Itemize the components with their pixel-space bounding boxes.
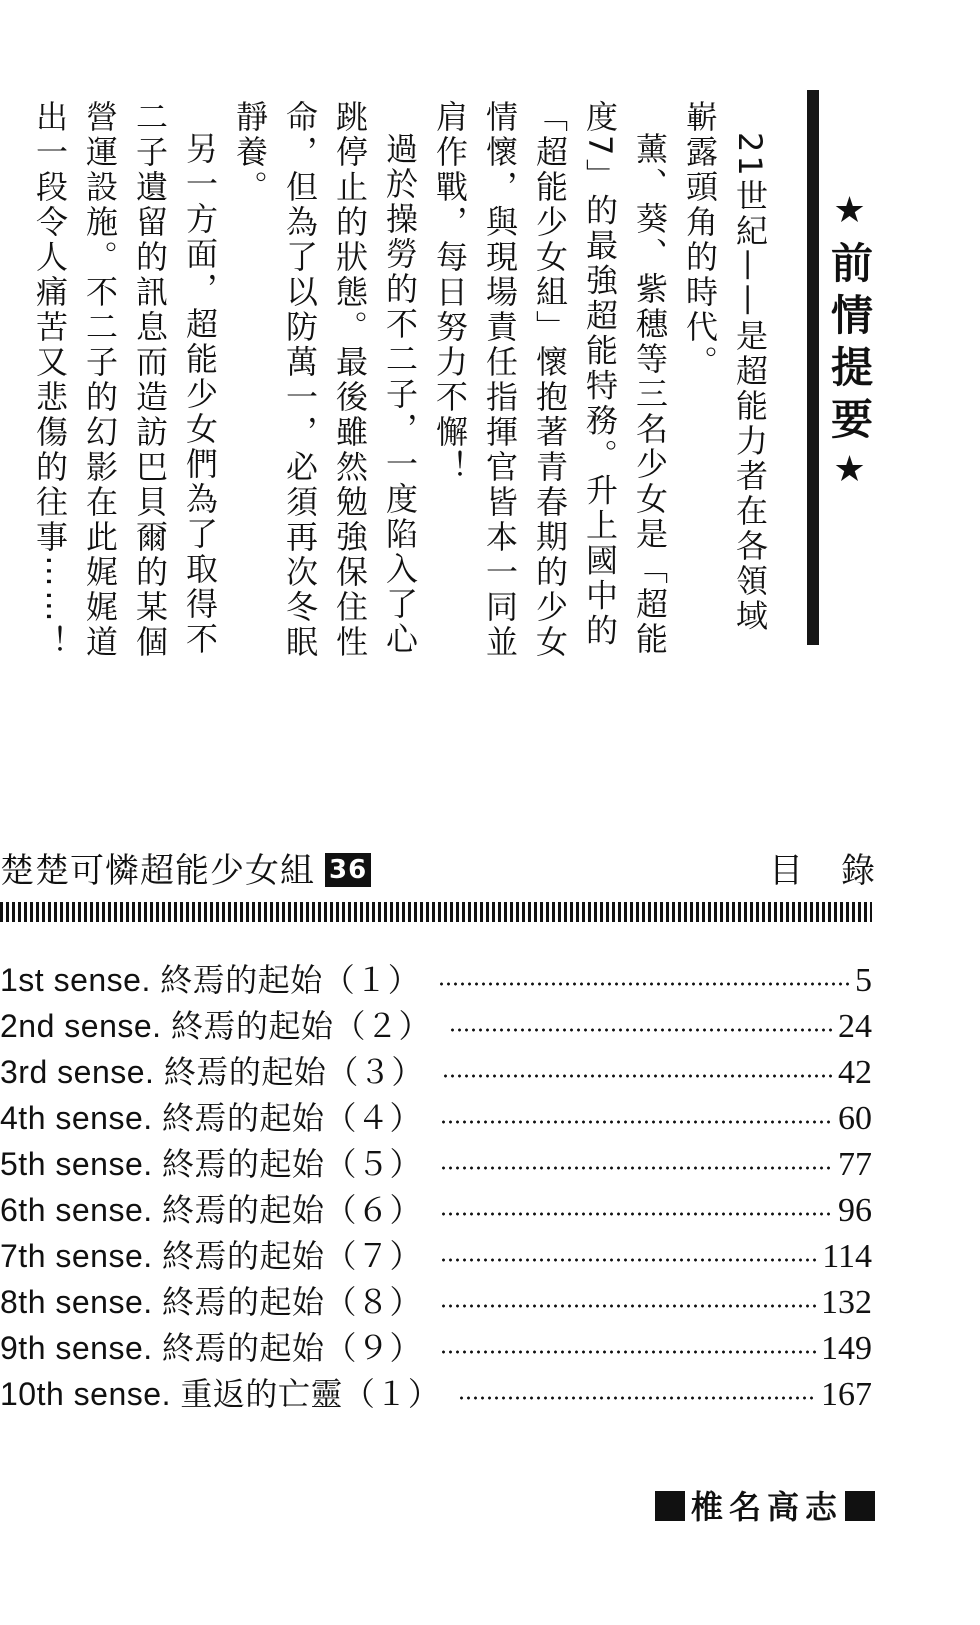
author-name: 椎名高志: [690, 1488, 843, 1526]
synopsis-paragraph: 21世紀——是超能力者在各領域嶄露頭角的時代。: [681, 100, 769, 634]
volume-badge: 36: [325, 853, 371, 887]
toc-page-number: 5: [855, 962, 872, 999]
toc-page-number: 60: [838, 1100, 872, 1137]
toc-header: [0, 843, 913, 891]
toc-chapter-title: 2nd sense. 終焉的起始（２）: [0, 1008, 431, 1044]
toc-page-number: 42: [838, 1054, 872, 1091]
toc-chapter-title: 8th sense. 終焉的起始（８）: [0, 1284, 423, 1320]
author-credit: [655, 1482, 875, 1528]
toc-leader-dots: [440, 1166, 834, 1170]
toc-entry[interactable]: [0, 1001, 872, 1047]
square-block-icon: [655, 1491, 685, 1521]
series-title-text: 楚楚可憐超能少女組: [0, 851, 315, 891]
toc-leader-dots: [458, 1396, 817, 1400]
synopsis-paragraph: 薰、葵、紫穗等三名少女是「超能度7」的最強超能特務。升上國中的「超能少女組」懷抱著青春期的少女情懷，與現場責任指揮官皆本一同並肩作戰，每日努力不懈！: [431, 100, 669, 660]
toc-entry[interactable]: [0, 955, 872, 1001]
toc-chapter-title: 9th sense. 終焉的起始（９）: [0, 1330, 423, 1366]
synopsis-divider-bar: [807, 90, 819, 645]
ruler-divider: [0, 902, 872, 922]
toc-entry[interactable]: [0, 1323, 872, 1369]
toc-list: [0, 955, 872, 1415]
toc-entry[interactable]: [0, 1185, 872, 1231]
star-icon: ★: [829, 449, 870, 500]
toc-chapter-title: 5th sense. 終焉的起始（５）: [0, 1146, 423, 1182]
series-title: [0, 843, 371, 892]
toc-page-number: 114: [822, 1238, 872, 1275]
toc-label: 目錄: [769, 851, 913, 891]
toc-chapter-title: 7th sense. 終焉的起始（７）: [0, 1238, 423, 1274]
toc-leader-dots: [440, 1304, 817, 1308]
synopsis-paragraph: 另一方面，超能少女們為了取得不二子遺留的訊息而造訪巴貝爾的某個營運設施。不二子的幻影在此娓娓道出一段令人痛苦又悲傷的往事⋯⋯！: [31, 100, 219, 660]
toc-chapter-title: 6th sense. 終焉的起始（６）: [0, 1192, 423, 1228]
toc-page-number: 149: [821, 1330, 872, 1367]
toc-entry[interactable]: [0, 1093, 872, 1139]
toc-entry[interactable]: [0, 1047, 872, 1093]
toc-entry[interactable]: [0, 1369, 872, 1415]
toc-leader-dots: [438, 982, 851, 986]
toc-chapter-title: 4th sense. 終焉的起始（４）: [0, 1100, 423, 1136]
synopsis-body: [25, 100, 775, 660]
synopsis-heading-text: 前情提要: [825, 241, 874, 449]
toc-page-number: 167: [821, 1376, 872, 1413]
toc-entry[interactable]: [0, 1231, 872, 1277]
toc-leader-dots: [440, 1212, 834, 1216]
toc-page-number: 24: [838, 1008, 872, 1045]
toc-leader-dots: [449, 1028, 834, 1032]
toc-leader-dots: [442, 1074, 834, 1078]
star-icon: ★: [829, 190, 870, 241]
toc-entry[interactable]: [0, 1139, 872, 1185]
toc-page-number: 132: [821, 1284, 872, 1321]
toc-chapter-title: 10th sense. 重返的亡靈（１）: [0, 1376, 441, 1412]
toc-chapter-title: 1st sense. 終焉的起始（１）: [0, 962, 421, 998]
synopsis-paragraph: 過於操勞的不二子，一度陷入了心跳停止的狀態。最後雖然勉強保住性命，但為了以防萬一，必須再次冬眠靜養。: [231, 100, 419, 660]
toc-leader-dots: [440, 1120, 834, 1124]
toc-leader-dots: [440, 1350, 817, 1354]
square-block-icon: [845, 1491, 875, 1521]
toc-entry[interactable]: [0, 1277, 872, 1323]
synopsis-heading: [825, 190, 874, 500]
toc-chapter-title: 3rd sense. 終焉的起始（３）: [0, 1054, 424, 1090]
toc-leader-dots: [440, 1258, 818, 1262]
toc-page-number: 96: [838, 1192, 872, 1229]
toc-page-number: 77: [838, 1146, 872, 1183]
